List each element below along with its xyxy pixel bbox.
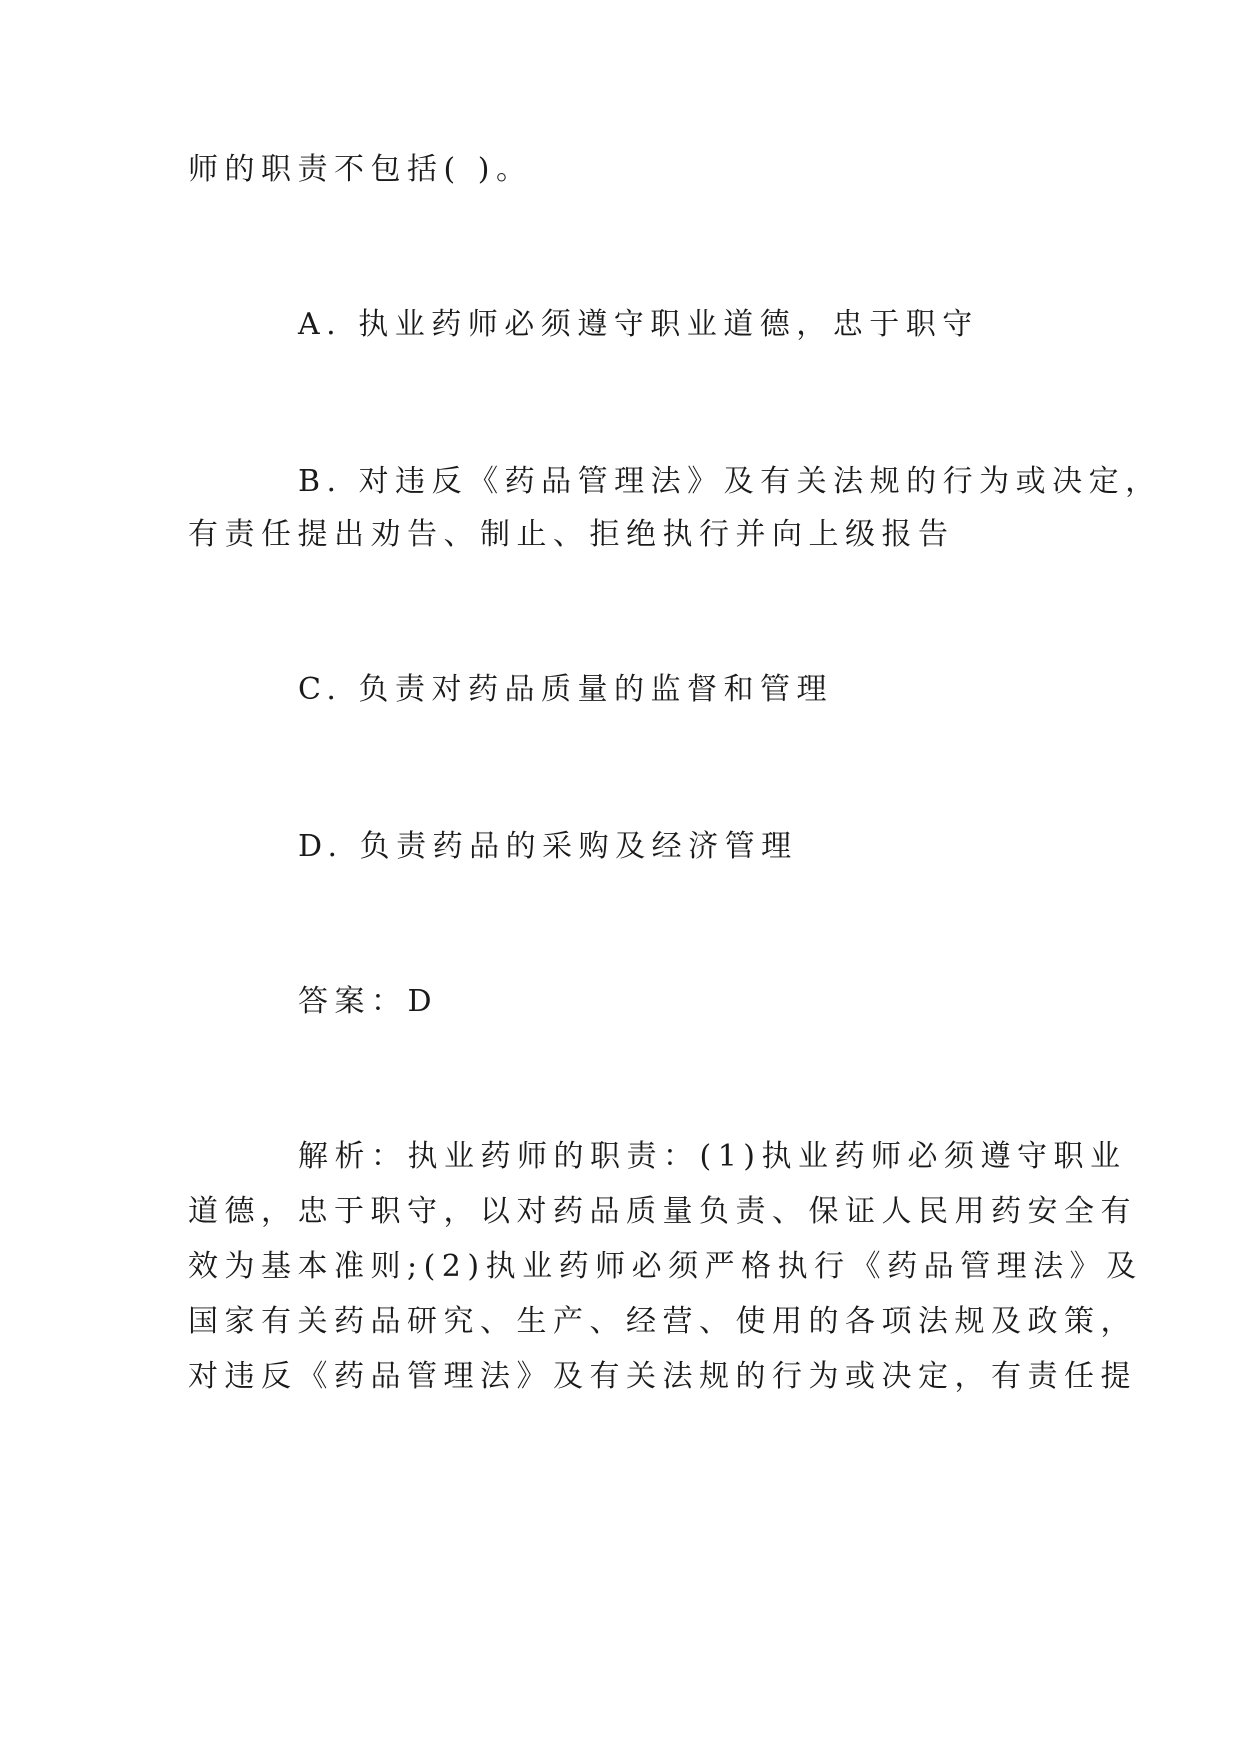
option-c — [298, 670, 833, 710]
analysis-line-2: 道德，忠于职守，以对药品质量负责、保证人民用药安全有 — [188, 1194, 1137, 1229]
analysis-line-3: 效为基本准则;(2)执业药师必须严格执行《药品管理法》及 — [188, 1249, 1143, 1284]
option-b-continuation: 有责任提出劝告、制止、拒绝执行并向上级报告 — [188, 517, 955, 552]
analysis-line-1: 解析：执业药师的职责：(1)执业药师必须遵守职业 — [298, 1139, 1127, 1174]
option-letter: C. — [298, 672, 343, 707]
answer-label: 答案： — [298, 984, 408, 1019]
option-letter: A. — [298, 307, 343, 342]
option-letter: B. — [298, 464, 343, 499]
option-a — [298, 305, 979, 345]
option-text: 负责药品的采购及经济管理 — [359, 829, 798, 864]
option-b — [298, 462, 1162, 502]
analysis-line-4: 国家有关药品研究、生产、经营、使用的各项法规及政策， — [188, 1304, 1137, 1339]
option-text: 对违反《药品管理法》及有关法规的行为或决定， — [358, 464, 1162, 499]
analysis-line-5: 对违反《药品管理法》及有关法规的行为或决定，有责任提 — [188, 1359, 1137, 1394]
question-stem-tail: 师的职责不包括( )。 — [188, 152, 533, 187]
option-letter: D. — [298, 829, 344, 864]
answer-value: D — [407, 984, 439, 1019]
option-text: 负责对药品质量的监督和管理 — [358, 672, 833, 707]
answer-line — [298, 982, 438, 1022]
option-text: 执业药师必须遵守职业道德，忠于职守 — [358, 307, 979, 342]
option-d — [298, 827, 798, 867]
